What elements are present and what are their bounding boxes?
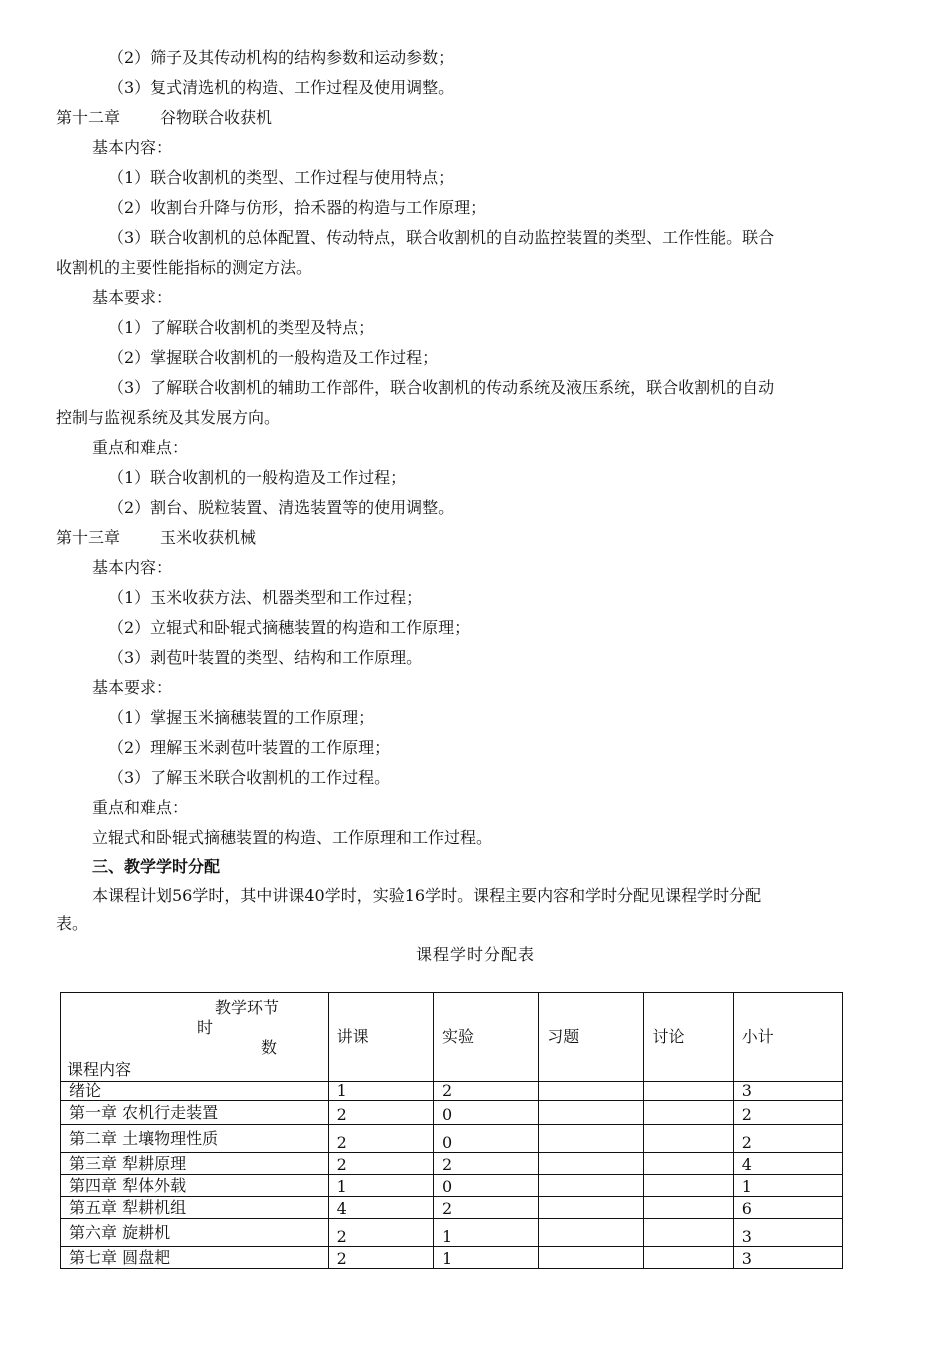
exercise-hours <box>539 1175 644 1197</box>
header-label: 教学环节 <box>215 998 280 1017</box>
exercise-hours <box>539 1247 644 1269</box>
lab-hours: 1 <box>433 1219 538 1247</box>
chapter-12-heading <box>56 108 272 128</box>
lab-hours: 1 <box>433 1247 538 1269</box>
table-row <box>61 1197 843 1219</box>
lecture-hours: 1 <box>328 1082 433 1101</box>
discussion-hours <box>644 1219 733 1247</box>
lecture-hours: 2 <box>328 1219 433 1247</box>
table-row <box>61 1125 843 1153</box>
chapter-13-heading <box>56 528 256 548</box>
list-item: （2）理解玉米剥苞叶装置的工作原理； <box>108 738 391 757</box>
discussion-hours <box>644 1197 733 1219</box>
table-row <box>61 1082 843 1101</box>
lab-hours: 2 <box>433 1082 538 1101</box>
column-header: 小计 <box>733 993 842 1082</box>
total-hours: 1 <box>733 1175 842 1197</box>
row-course-content: 第二章 土壤物理性质 <box>61 1125 329 1153</box>
list-item: （3）了解联合收割机的辅助工作部件，联合收割机的传动系统及液压系统，联合收割机的自动 <box>108 378 775 397</box>
lecture-hours: 4 <box>328 1197 433 1219</box>
total-hours: 3 <box>733 1082 842 1101</box>
row-course-content: 第七章 圆盘耙 <box>61 1247 329 1269</box>
table-row <box>61 1247 843 1269</box>
total-hours: 3 <box>733 1247 842 1269</box>
table-row <box>61 1219 843 1247</box>
list-item: （2）收割台升降与仿形，拾禾器的构造与工作原理； <box>108 198 487 217</box>
column-header: 讨论 <box>644 993 733 1082</box>
exercise-hours <box>539 1197 644 1219</box>
chapter-number: 第十三章 <box>56 528 121 547</box>
discussion-hours <box>644 1175 733 1197</box>
section-label: 重点和难点： <box>92 438 189 457</box>
row-course-content: 第一章 农机行走装置 <box>61 1101 329 1125</box>
section-label: 基本内容： <box>92 138 173 157</box>
section-label: 重点和难点： <box>92 798 189 817</box>
list-item: （1）玉米收获方法、机器类型和工作过程； <box>108 588 423 607</box>
text-line: （2）筛子及其传动机构的结构参数和运动参数； <box>108 48 455 67</box>
column-header: 习题 <box>539 993 644 1082</box>
total-hours: 4 <box>733 1153 842 1175</box>
list-item: （3）联合收割机的总体配置、传动特点，联合收割机的自动监控装置的类型、工作性能。联合 <box>108 228 775 247</box>
section-label: 基本要求： <box>92 288 173 307</box>
list-item: （1）联合收割机的一般构造及工作过程； <box>108 468 407 487</box>
list-item: （3）剥苞叶装置的类型、结构和工作原理。 <box>108 648 423 667</box>
table-row <box>61 1175 843 1197</box>
lab-hours: 0 <box>433 1175 538 1197</box>
paragraph-line: 表。 <box>56 914 89 933</box>
text-line: （3）复式清选机的构造、工作过程及使用调整。 <box>108 78 455 97</box>
lecture-hours: 2 <box>328 1247 433 1269</box>
total-hours: 3 <box>733 1219 842 1247</box>
chapter-title: 谷物联合收获机 <box>160 108 273 127</box>
section-heading: 三、教学学时分配 <box>92 857 221 876</box>
paragraph-line: 本课程计划56学时，其中讲课40学时，实验16学时。课程主要内容和学时分配见课程学时分配 <box>92 886 762 905</box>
header-label: 课程内容 <box>67 1060 132 1079</box>
discussion-hours <box>644 1247 733 1269</box>
header-label: 数 <box>261 1038 278 1057</box>
total-hours: 2 <box>733 1101 842 1125</box>
column-header: 实验 <box>433 993 538 1082</box>
diagonal-header-cell <box>61 993 329 1082</box>
exercise-hours <box>539 1125 644 1153</box>
chapter-number: 第十二章 <box>56 108 121 127</box>
table-caption: 课程学时分配表 <box>415 945 535 964</box>
row-course-content: 第三章 犁耕原理 <box>61 1153 329 1175</box>
section-label: 基本内容： <box>92 558 173 577</box>
row-course-content: 第六章 旋耕机 <box>61 1219 329 1247</box>
table-header-row <box>61 993 843 1082</box>
section-label: 基本要求： <box>92 678 173 697</box>
list-item: （2）割台、脱粒装置、清选装置等的使用调整。 <box>108 498 455 517</box>
list-item: （1）了解联合收割机的类型及特点； <box>108 318 375 337</box>
list-item: （2）立辊式和卧辊式摘穗装置的构造和工作原理； <box>108 618 471 637</box>
hours-allocation-table <box>60 992 843 1269</box>
lecture-hours: 2 <box>328 1101 433 1125</box>
chapter-title: 玉米收获机械 <box>160 528 257 547</box>
row-course-content: 绪论 <box>61 1082 329 1101</box>
exercise-hours <box>539 1153 644 1175</box>
header-label: 时 <box>197 1018 214 1037</box>
lecture-hours: 1 <box>328 1175 433 1197</box>
list-item: （1）联合收割机的类型、工作过程与使用特点； <box>108 168 455 187</box>
list-item: （3）了解玉米联合收割机的工作过程。 <box>108 768 391 787</box>
lab-hours: 2 <box>433 1197 538 1219</box>
discussion-hours <box>644 1125 733 1153</box>
list-item-cont: 收割机的主要性能指标的测定方法。 <box>56 258 313 277</box>
exercise-hours <box>539 1101 644 1125</box>
exercise-hours <box>539 1082 644 1101</box>
row-course-content: 第五章 犁耕机组 <box>61 1197 329 1219</box>
row-course-content: 第四章 犁体外载 <box>61 1175 329 1197</box>
lab-hours: 0 <box>433 1125 538 1153</box>
discussion-hours <box>644 1153 733 1175</box>
list-item: （2）掌握联合收割机的一般构造及工作过程； <box>108 348 439 367</box>
discussion-hours <box>644 1101 733 1125</box>
lecture-hours: 2 <box>328 1125 433 1153</box>
lab-hours: 2 <box>433 1153 538 1175</box>
discussion-hours <box>644 1082 733 1101</box>
lab-hours: 0 <box>433 1101 538 1125</box>
exercise-hours <box>539 1219 644 1247</box>
list-item: （1）掌握玉米摘穗装置的工作原理； <box>108 708 375 727</box>
list-item-cont: 控制与监视系统及其发展方向。 <box>56 408 281 427</box>
total-hours: 6 <box>733 1197 842 1219</box>
column-header: 讲课 <box>328 993 433 1082</box>
table-row <box>61 1101 843 1125</box>
lecture-hours: 2 <box>328 1153 433 1175</box>
total-hours: 2 <box>733 1125 842 1153</box>
table-row <box>61 1153 843 1175</box>
key-text: 立辊式和卧辊式摘穗装置的构造、工作原理和工作过程。 <box>92 828 493 847</box>
